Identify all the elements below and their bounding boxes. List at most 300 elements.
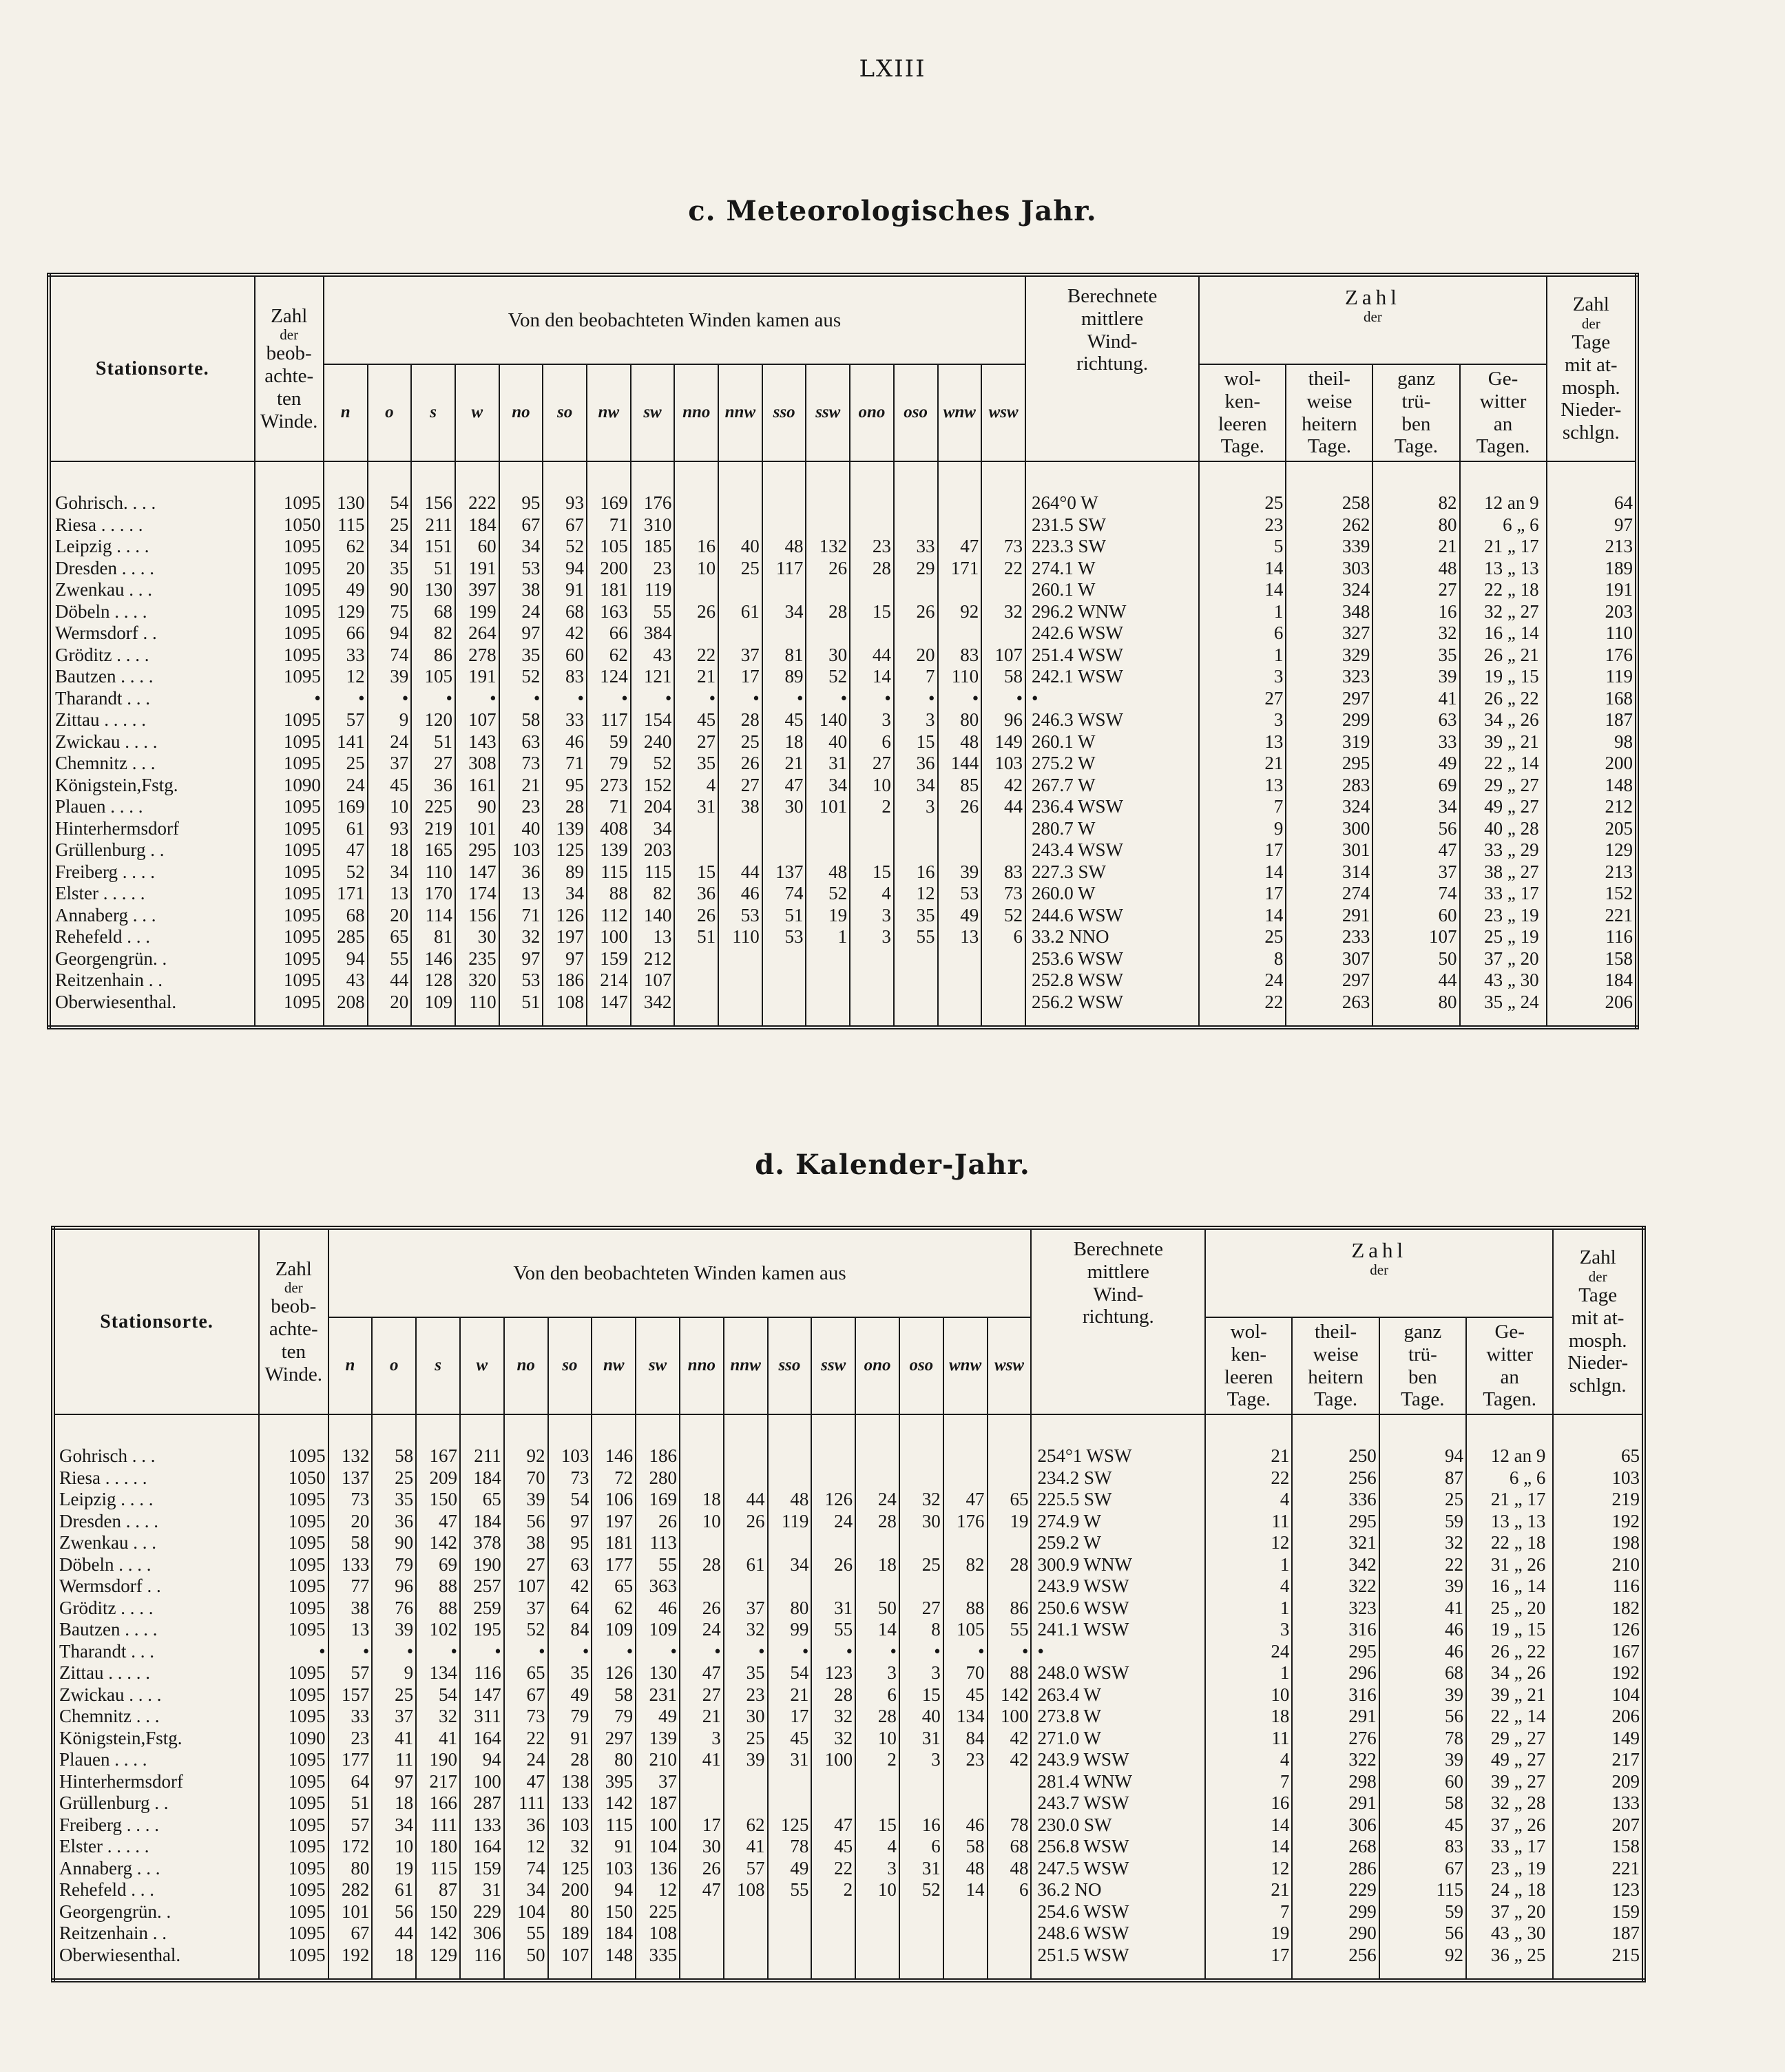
wind-count-oso: 26	[894, 601, 938, 623]
wind-count-n: 23	[328, 1728, 373, 1750]
theilweise-heitere-tage: 291	[1292, 1792, 1379, 1814]
station-name: Gröditz . . . .	[53, 1598, 259, 1620]
wind-count-ssw	[811, 1792, 855, 1814]
wind-count-n: 66	[324, 622, 368, 645]
header-line: der	[1588, 1268, 1607, 1285]
windrichtung: 227.3 SW	[1025, 861, 1199, 883]
wind-count-no: 67	[504, 1684, 548, 1706]
wind-count-sso: 99	[768, 1619, 812, 1641]
ganz-truebe-tage: 39	[1379, 1684, 1466, 1706]
wind-count-so: 91	[548, 1728, 592, 1750]
gewitter-tage: 19 „ 15	[1460, 666, 1547, 688]
wind-count-so: 103	[548, 1414, 592, 1467]
wind-count-wsw	[981, 622, 1025, 645]
wind-count-sw: 363	[636, 1576, 680, 1598]
zahl-winde: 1095	[259, 1945, 328, 1981]
zahl-winde: 1095	[255, 970, 324, 992]
wind-count-nno: 26	[674, 905, 718, 927]
wind-count-ono: 6	[855, 1684, 899, 1706]
wind-count-so: 33	[543, 709, 587, 731]
zahl-winde: 1095	[255, 948, 324, 970]
wind-count-sso: 45	[768, 1728, 812, 1750]
wind-count-n: 177	[328, 1749, 373, 1771]
table-row	[49, 948, 1637, 970]
wolkenlose-tage: 1	[1199, 645, 1286, 667]
ganz-truebe-tage: 68	[1379, 1662, 1466, 1684]
wind-count-wnw	[938, 514, 982, 536]
station-name: Döbeln . . . .	[53, 1554, 259, 1576]
wind-count-o: 76	[372, 1598, 416, 1620]
ganz-truebe-tage: 27	[1372, 579, 1459, 601]
wind-count-s: 156	[411, 461, 455, 514]
ganz-truebe-tage: 16	[1372, 601, 1459, 623]
wind-count-oso: 16	[899, 1814, 943, 1836]
wind-count-wsw: 83	[981, 861, 1025, 883]
wind-count-wnw: 84	[943, 1728, 988, 1750]
wind-count-sso	[768, 1576, 812, 1598]
wolkenlos-header	[1199, 364, 1286, 461]
theilweise-heitere-tage: 258	[1286, 461, 1372, 514]
wolkenlose-tage: 4	[1205, 1489, 1292, 1511]
wind-count-no: 36	[499, 861, 543, 883]
wind-count-wnw: 53	[938, 883, 982, 905]
wind-count-wsw: 103	[981, 753, 1025, 775]
wind-count-sso	[762, 514, 806, 536]
direction-header-oso: oso	[894, 364, 938, 461]
wind-count-sw: 176	[631, 461, 675, 514]
wind-count-ono	[855, 1945, 899, 1981]
direction-header-nno: nno	[674, 364, 718, 461]
wind-count-sso: 30	[762, 796, 806, 818]
niederschlag-tage: 159	[1553, 1901, 1644, 1923]
wind-count-ono	[855, 1532, 899, 1554]
station-name: Hinterhermsdorf	[53, 1771, 259, 1793]
wolkenlose-tage: 14	[1205, 1814, 1292, 1836]
gewitter-tage: 36 „ 25	[1466, 1945, 1553, 1981]
wind-count-w: •	[455, 688, 499, 710]
mittlere-windrichtung-header	[1031, 1228, 1205, 1414]
wind-count-o: 90	[368, 579, 412, 601]
table-row	[49, 753, 1637, 775]
wind-count-nnw	[724, 1945, 768, 1981]
table-row	[49, 601, 1637, 623]
wind-count-s: 109	[411, 992, 455, 1028]
niederschlag-tage: 116	[1553, 1576, 1644, 1598]
gewitter-tage: 25 „ 20	[1466, 1598, 1553, 1620]
wind-count-nw: 103	[592, 1858, 636, 1880]
niederschlag-tage: 187	[1547, 709, 1637, 731]
wind-count-s: 209	[416, 1467, 460, 1489]
header-line: mittlere	[1081, 307, 1144, 330]
header-line: Tagen.	[1476, 435, 1530, 458]
wind-count-s: 128	[411, 970, 455, 992]
wind-count-nno	[674, 818, 718, 840]
wind-count-ono: 3	[855, 1662, 899, 1684]
wind-count-nno	[680, 1414, 724, 1467]
wind-count-nnw: 23	[724, 1684, 768, 1706]
wind-count-sso: 49	[768, 1858, 812, 1880]
table-row	[53, 1641, 1644, 1663]
wind-count-ono: 10	[855, 1728, 899, 1750]
wind-count-sso	[762, 970, 806, 992]
header-line: leeren	[1224, 1365, 1273, 1388]
windrichtung: 242.6 WSW	[1025, 622, 1199, 645]
zahl-winde: 1095	[255, 622, 324, 645]
wind-count-s: 68	[411, 601, 455, 623]
wind-count-oso	[894, 818, 938, 840]
theilweise-heitere-tage: 295	[1286, 753, 1372, 775]
wind-count-nno	[674, 622, 718, 645]
windrichtung: 33.2 NNO	[1025, 926, 1199, 948]
wind-count-nnw: 35	[724, 1662, 768, 1684]
theilweise-heitere-tage: 301	[1286, 839, 1372, 861]
niederschlag-tage: 104	[1553, 1684, 1644, 1706]
theilweise-heitere-tage: 329	[1286, 645, 1372, 667]
wind-count-n: 133	[328, 1554, 373, 1576]
wind-count-nnw: •	[724, 1641, 768, 1663]
wind-count-wsw	[988, 1532, 1032, 1554]
wind-count-wsw: 96	[981, 709, 1025, 731]
wind-count-oso	[894, 579, 938, 601]
wind-count-so: 67	[543, 514, 587, 536]
wind-count-so: 126	[543, 905, 587, 927]
wind-count-ssw: 132	[806, 536, 850, 558]
wind-count-so: 97	[548, 1511, 592, 1533]
wind-count-w: 311	[460, 1706, 504, 1728]
wind-count-so: 63	[548, 1554, 592, 1576]
wind-count-no: 36	[504, 1814, 548, 1836]
wind-count-nnw: 32	[724, 1619, 768, 1641]
niederschlag-tage: 200	[1547, 753, 1637, 775]
wind-count-nnw: 53	[718, 905, 762, 927]
wind-count-wnw: 83	[938, 645, 982, 667]
windrichtung: 280.7 W	[1025, 818, 1199, 840]
wind-count-ssw	[811, 1901, 855, 1923]
table-row	[53, 1749, 1644, 1771]
windrichtung: 296.2 WNW	[1025, 601, 1199, 623]
niederschlag-tage: 97	[1547, 514, 1637, 536]
wind-count-no: 111	[504, 1792, 548, 1814]
wind-count-nnw: 44	[718, 861, 762, 883]
gewitter-header	[1466, 1317, 1553, 1414]
ganz-truebe-tage: 56	[1379, 1923, 1466, 1945]
windrichtung: 263.4 W	[1031, 1684, 1205, 1706]
gewitter-header	[1460, 364, 1547, 461]
wind-count-so: 49	[548, 1684, 592, 1706]
windrichtung: 241.1 WSW	[1031, 1619, 1205, 1641]
wind-count-sso	[768, 1414, 812, 1467]
ganz-truebe-tage: 41	[1379, 1598, 1466, 1620]
wind-count-nno: 47	[680, 1662, 724, 1684]
header-line: trü-	[1401, 390, 1431, 412]
wind-count-so: 54	[548, 1489, 592, 1511]
wind-count-wsw	[988, 1945, 1032, 1981]
wind-count-wnw	[943, 1792, 988, 1814]
wind-count-n: 24	[324, 775, 368, 797]
gewitter-tage: 31 „ 26	[1466, 1554, 1553, 1576]
wind-count-sw: 82	[631, 883, 675, 905]
wind-count-w: 30	[455, 926, 499, 948]
wind-count-n: 20	[328, 1511, 373, 1533]
wind-count-o: 44	[368, 970, 412, 992]
wind-count-s: 47	[416, 1511, 460, 1533]
wind-count-nw: 62	[587, 645, 631, 667]
table-row	[53, 1684, 1644, 1706]
wind-count-so: •	[543, 688, 587, 710]
niederschlag-tage: 65	[1553, 1414, 1644, 1467]
wind-count-nw: 115	[592, 1814, 636, 1836]
wind-count-nnw: 28	[718, 709, 762, 731]
theilweise-heitere-tage: 319	[1286, 731, 1372, 753]
wind-count-w: 143	[455, 731, 499, 753]
direction-header-ssw: ssw	[806, 364, 850, 461]
table-row	[49, 666, 1637, 688]
wind-count-sso: 48	[768, 1489, 812, 1511]
wind-count-s: 150	[416, 1489, 460, 1511]
theilweise-heitere-tage: 299	[1286, 709, 1372, 731]
wind-count-so: 108	[543, 992, 587, 1028]
wind-count-sso	[768, 1923, 812, 1945]
table-row	[49, 536, 1637, 558]
niederschlag-tage-header	[1553, 1228, 1644, 1414]
wind-count-oso: 35	[894, 905, 938, 927]
wind-count-sw: 130	[636, 1662, 680, 1684]
wind-count-n: 13	[328, 1619, 373, 1641]
gewitter-tage: 37 „ 20	[1466, 1901, 1553, 1923]
wind-count-ssw	[811, 1467, 855, 1489]
wind-count-n: 137	[328, 1467, 373, 1489]
wind-count-ono: 6	[850, 731, 894, 753]
wind-count-wnw: 176	[943, 1511, 988, 1533]
zahl-winde: 1095	[255, 731, 324, 753]
wind-count-sso: 34	[762, 601, 806, 623]
wind-count-oso	[894, 461, 938, 514]
station-name: Rehefeld . . .	[53, 1879, 259, 1901]
wind-count-nnw	[718, 622, 762, 645]
wind-count-ono	[855, 1467, 899, 1489]
wind-count-n: 20	[324, 558, 368, 580]
wind-count-nnw: 25	[724, 1728, 768, 1750]
wind-count-sw: 52	[631, 753, 675, 775]
table-row	[49, 775, 1637, 797]
wolkenlose-tage: 16	[1205, 1792, 1292, 1814]
zahl-der-tage-header	[1199, 275, 1546, 364]
wind-count-oso	[899, 1771, 943, 1793]
wind-count-nno	[674, 948, 718, 970]
wind-count-nno: 35	[674, 753, 718, 775]
wind-count-oso	[894, 514, 938, 536]
wind-count-so: 139	[543, 818, 587, 840]
table-row	[53, 1901, 1644, 1923]
wolkenlose-tage: 14	[1199, 579, 1286, 601]
wind-count-so: 64	[548, 1598, 592, 1620]
header-line: Zahl	[1579, 1246, 1616, 1269]
ganz-truebe-tage: 39	[1379, 1749, 1466, 1771]
windrichtung: 264°0 W	[1025, 461, 1199, 514]
wind-count-oso	[894, 622, 938, 645]
header-line: Berechnete	[1073, 1238, 1163, 1260]
wind-count-so: 79	[548, 1706, 592, 1728]
header-line: Berechnete	[1067, 285, 1158, 307]
direction-header-oso: oso	[899, 1317, 943, 1414]
wind-count-sw: 119	[631, 579, 675, 601]
wind-count-ssw	[811, 1771, 855, 1793]
wind-count-sso: 80	[768, 1598, 812, 1620]
ganz-truebe-tage: 67	[1379, 1858, 1466, 1880]
wind-count-wnw	[938, 970, 982, 992]
wind-count-oso: 6	[899, 1836, 943, 1858]
table-row	[53, 1728, 1644, 1750]
header-line: weise	[1306, 390, 1353, 412]
wind-count-o: 36	[372, 1511, 416, 1533]
wind-count-o: 25	[368, 514, 412, 536]
wind-count-wsw: 44	[981, 796, 1025, 818]
wind-count-s: 130	[411, 579, 455, 601]
wind-count-wsw: 55	[988, 1619, 1032, 1641]
wind-count-nnw: 38	[718, 796, 762, 818]
wind-count-wsw: 48	[988, 1858, 1032, 1880]
header-line: ganz	[1397, 368, 1435, 390]
wind-count-no: 22	[504, 1728, 548, 1750]
wind-count-n: 172	[328, 1836, 373, 1858]
ganz-truebe-tage: 63	[1372, 709, 1459, 731]
wind-count-s: 167	[416, 1414, 460, 1467]
wind-count-wnw: 144	[938, 753, 982, 775]
theilweise-heitere-tage: 322	[1292, 1576, 1379, 1598]
wind-count-ssw: 30	[806, 645, 850, 667]
wind-count-sw: 37	[636, 1771, 680, 1793]
wind-count-so: 68	[543, 601, 587, 623]
wind-count-sw: 43	[631, 645, 675, 667]
niederschlag-tage: 98	[1547, 731, 1637, 753]
wind-count-w: 308	[455, 753, 499, 775]
zahl-winde: 1095	[255, 461, 324, 514]
wind-count-oso	[899, 1576, 943, 1598]
wind-count-nnw: 110	[718, 926, 762, 948]
zahl-winde: 1095	[255, 666, 324, 688]
niederschlag-tage: 198	[1553, 1532, 1644, 1554]
wind-count-wsw	[988, 1467, 1032, 1489]
wind-count-nw: 214	[587, 970, 631, 992]
wind-count-w: 133	[460, 1814, 504, 1836]
wind-count-no: 24	[504, 1749, 548, 1771]
station-name: Hinterhermsdorf	[49, 818, 255, 840]
ganz-truebe-tage: 107	[1372, 926, 1459, 948]
wind-count-so: 197	[543, 926, 587, 948]
wind-count-s: 166	[416, 1792, 460, 1814]
wind-count-nno	[674, 579, 718, 601]
niederschlag-tage: 221	[1553, 1858, 1644, 1880]
wind-count-o: 39	[372, 1619, 416, 1641]
wolkenlose-tage: 14	[1199, 905, 1286, 927]
theilweise-heitere-tage: 291	[1286, 905, 1372, 927]
wind-count-w: 100	[460, 1771, 504, 1793]
gewitter-tage: 6 „ 6	[1460, 514, 1547, 536]
wind-count-ssw: 22	[811, 1858, 855, 1880]
wind-count-s: 170	[411, 883, 455, 905]
wind-count-wnw	[938, 992, 982, 1028]
wind-count-sw: 225	[636, 1901, 680, 1923]
wolkenlose-tage: 25	[1199, 461, 1286, 514]
wind-count-w: 235	[455, 948, 499, 970]
ganz-truebe-tage: 56	[1379, 1706, 1466, 1728]
wind-count-sso: 54	[768, 1662, 812, 1684]
theilweise-heitere-tage: 290	[1292, 1923, 1379, 1945]
gewitter-tage: 49 „ 27	[1460, 796, 1547, 818]
gewitter-tage: 33 „ 29	[1460, 839, 1547, 861]
wind-count-ono: 27	[850, 753, 894, 775]
wind-count-nno	[680, 1901, 724, 1923]
wind-count-sso	[762, 948, 806, 970]
wolkenlose-tage: 9	[1199, 818, 1286, 840]
windrichtung: 259.2 W	[1031, 1532, 1205, 1554]
wolkenlose-tage: 8	[1199, 948, 1286, 970]
wind-count-sw: 46	[636, 1598, 680, 1620]
wolkenlose-tage: 6	[1199, 622, 1286, 645]
header-line: Tage	[1572, 331, 1611, 354]
windrichtung: 254°1 WSW	[1031, 1414, 1205, 1467]
header-line: Tage	[1578, 1284, 1618, 1307]
wind-count-w: 101	[455, 818, 499, 840]
wind-count-nw: 66	[587, 622, 631, 645]
wolkenlos-header	[1205, 1317, 1292, 1414]
wind-count-oso	[899, 1923, 943, 1945]
gewitter-tage: 32 „ 28	[1466, 1792, 1553, 1814]
wind-count-oso	[894, 839, 938, 861]
wind-count-ssw	[806, 514, 850, 536]
wind-count-n: 208	[324, 992, 368, 1028]
wind-count-oso: 33	[894, 536, 938, 558]
wind-count-oso: 16	[894, 861, 938, 883]
gewitter-tage: 22 „ 14	[1460, 753, 1547, 775]
theilweise-heitere-tage: 291	[1292, 1706, 1379, 1728]
wind-count-ono: 23	[850, 536, 894, 558]
wind-count-oso: 40	[899, 1706, 943, 1728]
header-line: ten	[281, 1340, 306, 1363]
wind-count-no: 47	[504, 1771, 548, 1793]
wind-count-ssw: 140	[806, 709, 850, 731]
wind-count-o: 9	[372, 1662, 416, 1684]
wind-count-wsw: 73	[981, 536, 1025, 558]
header-line: Tage.	[1220, 435, 1264, 458]
wind-count-s: 142	[416, 1923, 460, 1945]
wind-count-oso	[894, 970, 938, 992]
zahl-winde: •	[255, 688, 324, 710]
theilweise-heitere-tage: 250	[1292, 1414, 1379, 1467]
wind-count-o: 74	[368, 645, 412, 667]
zahl-winde: 1095	[255, 818, 324, 840]
table-row	[49, 709, 1637, 731]
windrichtung: 274.9 W	[1031, 1511, 1205, 1533]
wolkenlose-tage: 10	[1205, 1684, 1292, 1706]
wind-count-nnw	[724, 1901, 768, 1923]
wind-count-nnw: 37	[724, 1598, 768, 1620]
wind-count-wsw: 78	[988, 1814, 1032, 1836]
wind-count-nnw: 44	[724, 1489, 768, 1511]
windrichtung: 253.6 WSW	[1025, 948, 1199, 970]
gewitter-tage: 26 „ 22	[1460, 688, 1547, 710]
wind-count-no: 52	[499, 666, 543, 688]
header-line: witter	[1479, 390, 1527, 412]
wind-count-nw: 126	[592, 1662, 636, 1684]
wind-count-wnw: 80	[938, 709, 982, 731]
wind-count-ssw: 52	[806, 666, 850, 688]
wind-count-wsw: 100	[988, 1706, 1032, 1728]
zahl-winde: 1095	[255, 861, 324, 883]
theilweise-heitere-tage: 296	[1292, 1662, 1379, 1684]
gewitter-tage: 24 „ 18	[1466, 1879, 1553, 1901]
wind-count-o: 44	[372, 1923, 416, 1945]
